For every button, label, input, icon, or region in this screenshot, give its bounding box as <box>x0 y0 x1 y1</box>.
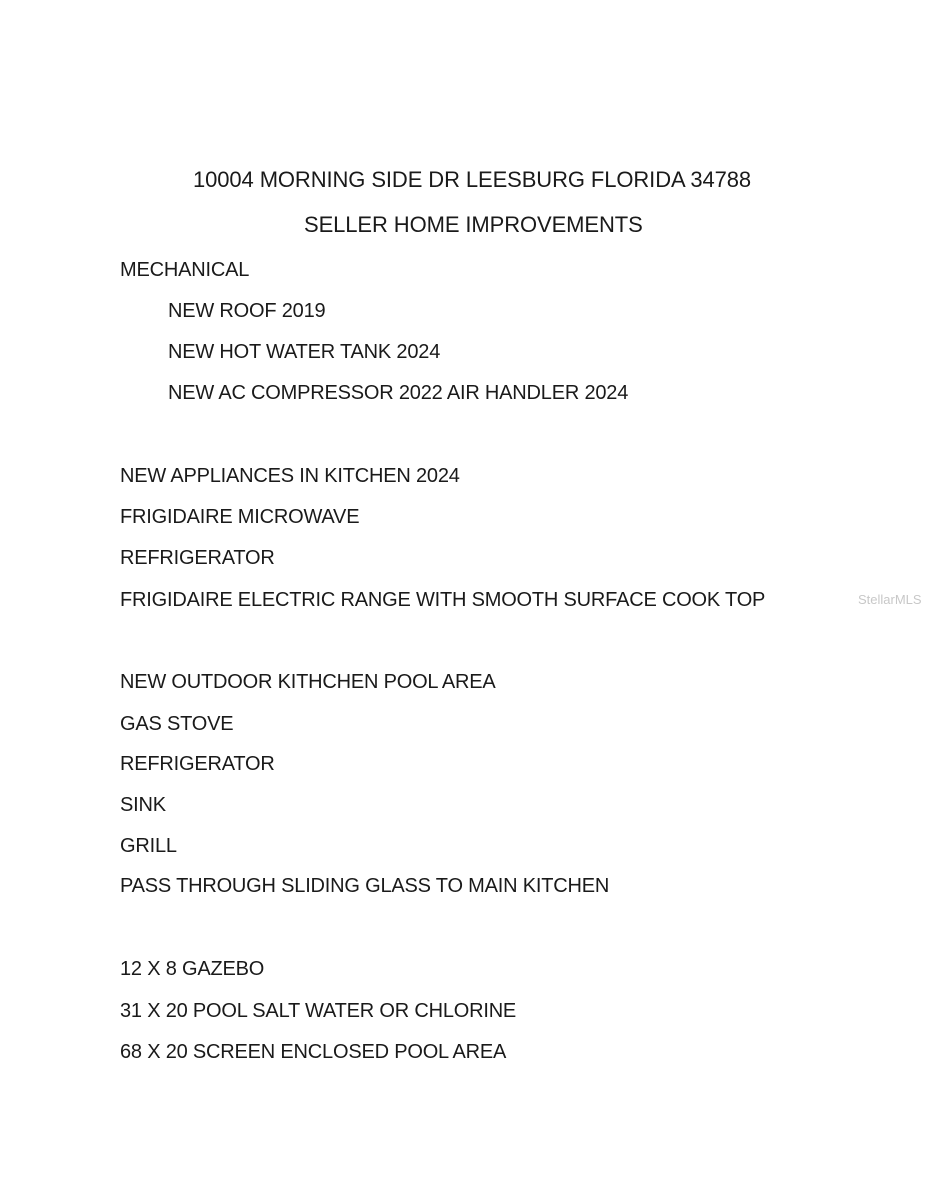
list-item: 68 X 20 SCREEN ENCLOSED POOL AREA <box>120 1041 507 1063</box>
list-item: NEW HOT WATER TANK 2024 <box>168 341 441 363</box>
page-heading: SELLER HOME IMPROVEMENTS <box>304 212 643 237</box>
list-item: GAS STOVE <box>120 713 234 735</box>
address-title: 10004 MORNING SIDE DR LEESBURG FLORIDA 34788 <box>193 167 752 192</box>
list-item: REFRIGERATOR <box>120 753 275 775</box>
stellar-mls-watermark: StellarMLS <box>858 592 922 607</box>
section-label-mechanical: MECHANICAL <box>120 259 250 281</box>
section-label-kitchen: NEW APPLIANCES IN KITCHEN 2024 <box>120 465 460 487</box>
list-item: FRIGIDAIRE MICROWAVE <box>120 506 360 528</box>
list-item: NEW ROOF 2019 <box>168 300 326 322</box>
list-item: 12 X 8 GAZEBO <box>120 958 265 980</box>
list-item: 31 X 20 POOL SALT WATER OR CHLORINE <box>120 1000 517 1022</box>
list-item: REFRIGERATOR <box>120 547 275 569</box>
list-item: GRILL <box>120 835 177 857</box>
list-item: PASS THROUGH SLIDING GLASS TO MAIN KITCHEN <box>120 875 610 897</box>
section-label-outdoor: NEW OUTDOOR KITHCHEN POOL AREA <box>120 671 496 693</box>
list-item: SINK <box>120 794 166 816</box>
list-item: NEW AC COMPRESSOR 2022 AIR HANDLER 2024 <box>168 382 629 404</box>
list-item: FRIGIDAIRE ELECTRIC RANGE WITH SMOOTH SURFACE COOK TOP <box>120 589 766 611</box>
